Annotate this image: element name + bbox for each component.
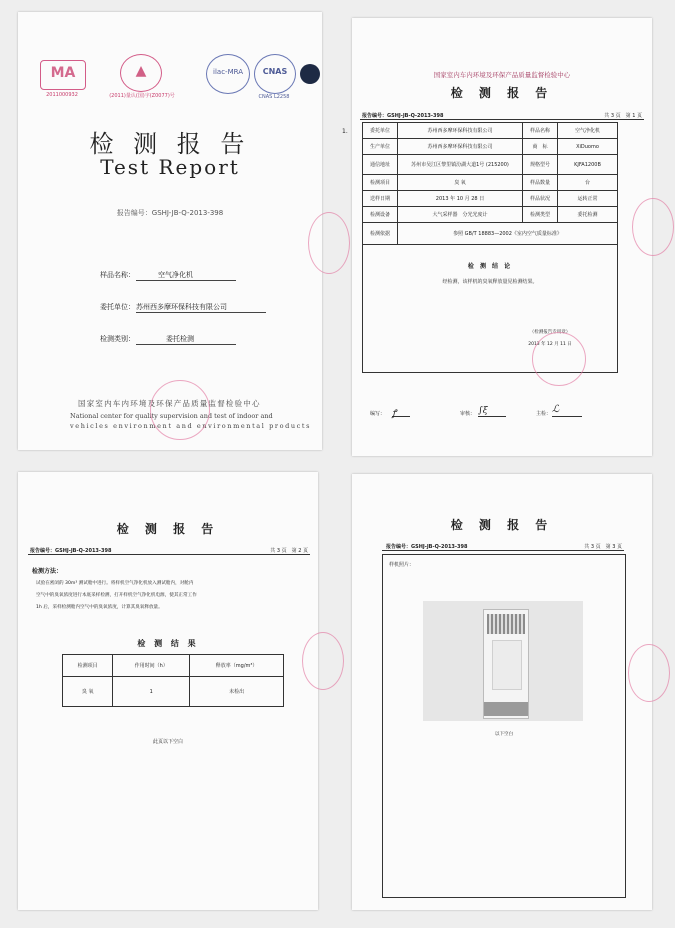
info-client-cell-2: 样品名称 [523,123,558,139]
info-producer-cell-0: 生产单位 [363,139,398,155]
stamp-note: （检测报告专用章） [529,330,571,335]
reviewer-signature: ∫ξ [478,406,506,417]
info-test-item-cell-0: 检测项目 [363,175,398,191]
cnas-logo: CNAS [254,54,296,94]
basis-value: 参照 GB/T 18883—2002《室内空气质量标准》 [398,223,618,245]
p2-info-table [362,122,618,373]
p2-title: 检 测 报 告 [450,86,554,100]
sample-name-value: 空气净化机 [136,270,236,281]
p2-edge-seal-stamp [632,198,674,256]
center-name-cn: 国家室内车内环境及环保产品质量监督检验中心 [78,399,261,408]
p2-side-number: 1. [342,128,348,135]
header-rate: 释放率（mg/m³） [190,655,284,677]
p3-end-note: 此页以下空白 [152,739,183,745]
info-address-cell-2: 规格型号 [523,155,558,175]
info-producer-cell-3: XiDuomo [558,139,618,155]
sign-reviewer-label: 审核： [460,411,476,417]
p2-header-center: 国家室内车内环境及环保产品质量监督检验中心 [433,71,571,79]
conclusion-text: 经检测，该样机的臭氧释放量见检测结果。 [442,279,538,285]
cell-rate: 未检出 [190,677,284,707]
p3-report-no: 报告编号：GSHJ-JB-Q-2013-398 [30,548,112,554]
info-equipment-cell-3: 委托检测 [558,207,618,223]
info-address-cell-0: 通信地址 [363,155,398,175]
info-test-item-cell-2: 样品数量 [523,175,558,191]
info-sample-date-cell-2: 样品状况 [523,191,558,207]
client-label: 委托单位： [100,303,135,311]
sign-chief-label: 主检： [536,411,552,417]
p4-report-no: 报告编号：GSHJ-JB-Q-2013-398 [386,544,468,550]
stamp-date: 2013 年 12 月 11 日 [528,342,572,347]
cnas-caption: CNAS L2258 [258,94,290,100]
ma-logo: MA [40,60,86,90]
top-grille-icon [487,614,525,634]
test-type-value: 委托检测 [136,334,236,345]
p2-red-seal-stamp [532,332,586,386]
p2-report-no: 报告编号：GSHJ-JB-Q-2013-398 [362,113,444,119]
report-page-1 [342,18,652,456]
cell-item: 臭 氧 [63,677,113,707]
p3-page-info: 共 3 页 第 2 页 [270,548,308,554]
cover-title-cn: 检 测 报 告 [89,130,251,158]
base-icon [484,702,528,716]
client-value: 苏州西多摩环保科技有限公司 [136,302,266,313]
p3-title: 检 测 报 告 [116,522,220,536]
result-title: 检 测 结 果 [137,639,199,648]
chief-signature: ℒ [552,404,582,417]
report-page-2 [18,472,318,910]
product-photo [423,601,583,721]
info-client-cell-3: 空气净化机 [558,123,618,139]
info-address-cell-3: KJFA1200B [558,155,618,175]
method-line-3: 1h 后，采样检测舱内空气中的臭氧浓度，计算其臭氧释放量。 [36,605,163,610]
p3-edge-seal-stamp [302,632,344,690]
report-page-3 [352,474,652,910]
sign-writer-label: 编写： [370,411,386,417]
method-line-2: 空气中的臭氧浓度进行本底采样检测，打开样机空气净化机电源，使其正常工作 [36,593,197,598]
info-test-item-cell-1: 臭 氧 [398,175,523,191]
info-sample-date-cell-3: 运转正常 [558,191,618,207]
writer-signature: ꝭ [392,406,410,417]
method-title: 检测方法： [32,568,63,575]
p2-page-info: 共 3 页 第 1 页 [604,113,642,119]
p4-edge-seal-stamp [628,644,670,702]
edge-seal-stamp [308,212,350,274]
info-sample-date-cell-1: 2013 年 10 月 28 日 [398,191,523,207]
info-test-item-cell-3: 台 [558,175,618,191]
header-time: 作用时间（h） [113,655,190,677]
ma-caption: 2011000932 [46,92,78,98]
info-client-cell-1: 苏州西多摩环保科技有限公司 [398,123,523,139]
basis-label: 检测依据 [363,223,398,245]
center-name-en-1: National center for quality supervision and test of indoor and [70,412,273,420]
center-name-en-2: vehicles environment and environmental products [70,422,312,430]
ilac-logo: ilac-MRA [206,54,250,94]
cover-title-en: Test Report [100,155,240,179]
cover-page [18,12,322,450]
cal-logo: ▲ [120,54,162,92]
header-item: 检测项目 [63,655,113,677]
info-equipment-cell-0: 检测设备 [363,207,398,223]
info-equipment-cell-1: 大气采样器 分光光度计 [398,207,523,223]
result-table [62,654,284,707]
info-client-cell-0: 委托单位 [363,123,398,139]
hologram-seal-icon [300,64,320,84]
info-producer-cell-1: 苏州西多摩环保科技有限公司 [398,139,523,155]
cell-time: 1 [113,677,190,707]
photo-frame [382,554,626,898]
test-type-label: 检测类别： [100,335,135,343]
p4-title: 检 测 报 告 [450,518,554,532]
info-sample-date-cell-0: 送样日期 [363,191,398,207]
sample-name-label: 样品名称： [100,271,135,279]
method-line-1: 试验在密闭的 30m³ 测试舱中进行。将样机空气净化机放入测试舱内，对舱内 [36,581,194,586]
conclusion-title: 检 测 结 论 [467,263,513,270]
p4-end-note: 以下空白 [495,732,513,737]
photo-label: 样机照片： [389,562,415,568]
p4-page-info: 共 3 页 第 3 页 [584,544,622,550]
cover-report-no: 报告编号：GSHJ-JB-Q-2013-398 [116,209,224,217]
info-address-cell-1: 苏州市吴江区黎里镇汾湖大道1号 (215200) [398,155,523,175]
info-equipment-cell-2: 检测类型 [523,207,558,223]
red-seal-stamp [150,380,210,440]
air-purifier-image [483,609,529,719]
info-producer-cell-2: 商 标 [523,139,558,155]
cal-caption: (2011)量认(国)字(Z0077)号 [109,93,175,99]
